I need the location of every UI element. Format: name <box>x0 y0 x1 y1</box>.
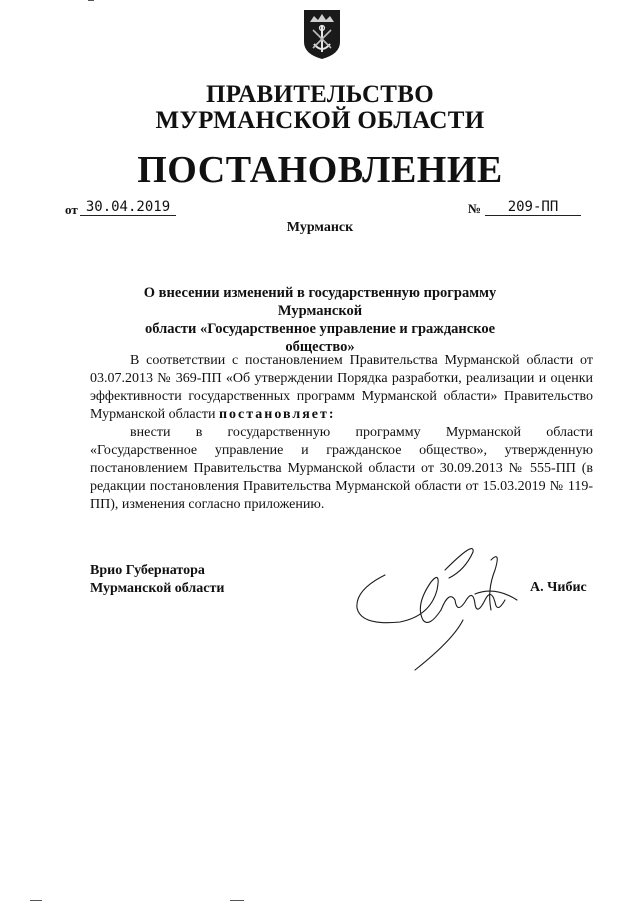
handwritten-signature-icon <box>345 530 535 675</box>
subject-line1: О внесении изменений в государственную программу Мурманской <box>143 285 497 319</box>
preamble-paragraph <box>90 352 593 424</box>
signatory-title-line2: Мурманской области <box>90 581 225 596</box>
number-label: № <box>468 201 482 216</box>
document-type-title: ПОСТАНОВЛЕНИЕ <box>137 149 503 191</box>
coat-of-arms-icon <box>302 8 342 60</box>
scan-edge-mark <box>88 0 94 1</box>
signer-name: А. Чибис <box>530 580 587 595</box>
scan-edge-mark <box>30 900 42 901</box>
org-name-line2: МУРМАНСКОЙ ОБЛАСТИ <box>155 107 485 134</box>
org-name-line1: ПРАВИТЕЛЬСТВО <box>206 81 434 108</box>
signatory-title-line1: Врио Губернатора <box>90 563 205 578</box>
document-number: 209-ПП <box>485 199 581 216</box>
date-label: от <box>65 202 78 217</box>
decree-keyword: постановляет: <box>218 407 336 422</box>
decree-paragraph: внести в государственную программу Мурманской области «Государственное управление и гражданское общество», утвержденную постановлением Правительства Мурманской области от 30.09.2013 № 555-ПП (в редакции постановления Правительства Мурманской области от 15.03.2019 № 119-ПП), изменения согласно приложению. <box>90 425 593 512</box>
subject-line2: области «Государственное управление и гражданское общество» <box>144 321 496 355</box>
preamble-text: В соответствии с постановлением Правительства Мурманской области от 03.07.2013 № 369-ПП «Об утверждении Порядка разработки, реализации и оценки эффективности государственных программ Мурманской области» Правительство Мурманской области <box>90 353 593 422</box>
signatory-title <box>90 562 224 598</box>
document-subject <box>110 284 530 356</box>
scan-edge-mark <box>230 900 244 901</box>
city-name: Мурманск <box>286 220 354 235</box>
document-date: 30.04.2019 <box>80 199 176 216</box>
